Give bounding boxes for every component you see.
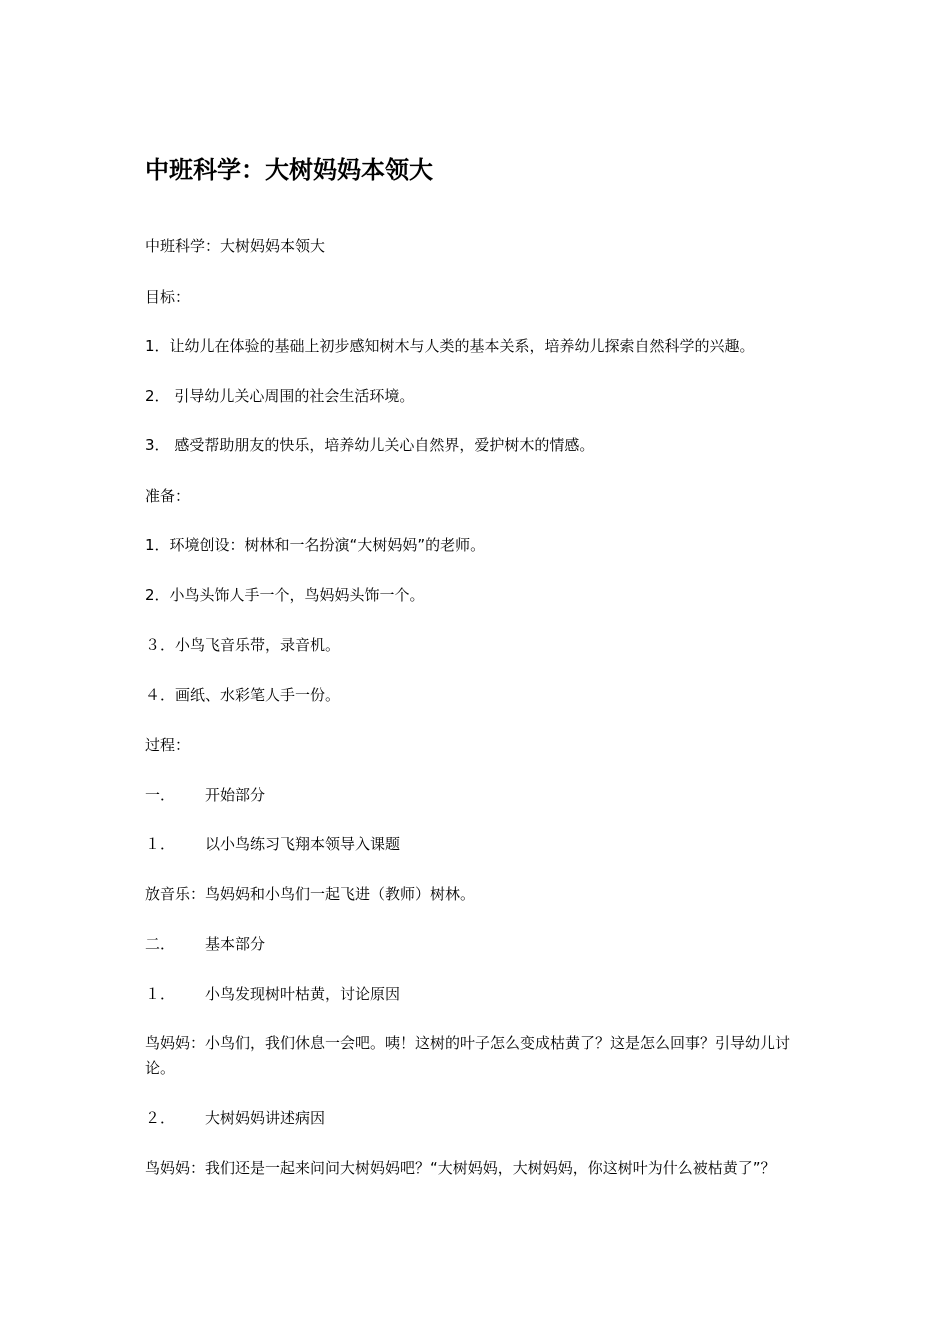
section-title: 开始部分 (205, 786, 266, 804)
section-number: 二． (145, 935, 176, 953)
process-heading: 过程： (145, 736, 191, 754)
section-number: 一． (145, 786, 176, 804)
page-title: 中班科学：大树妈妈本领大 (145, 156, 433, 184)
prep-item-number: 1． (145, 536, 170, 554)
goal-item-2 (145, 384, 414, 409)
goal-item-text: 让幼儿在体验的基础上初步感知树木与人类的基本关系，培养幼儿探索自然科学的兴趣。 (169, 337, 755, 355)
step-title: 小鸟发现树叶枯黄，讨论原因 (205, 985, 401, 1003)
prep-item-1 (145, 533, 485, 558)
step-1-1 (145, 832, 400, 857)
goal-item-text: 引导幼儿关心周围的社会生活环境。 (169, 387, 415, 405)
paragraph-2: 鸟妈妈：小鸟们，我们休息一会吧。咦！这树的叶子怎么变成枯黄了？这是怎么回事？引导幼儿讨论。 (145, 1034, 791, 1077)
prep-item-3 (145, 633, 340, 658)
prep-item-number: 2． (145, 586, 170, 604)
prep-item-text: 环境创设：树林和一名扮演“大树妈妈”的老师。 (169, 536, 486, 554)
section-title: 基本部分 (205, 935, 266, 953)
section-part-1 (145, 783, 265, 808)
step-number: １． (145, 985, 176, 1003)
section-part-2 (145, 932, 265, 957)
paragraph-3: 鸟妈妈：我们还是一起来问问大树妈妈吧？“大树妈妈，大树妈妈，你这树叶为什么被枯黄了”？ (145, 1159, 776, 1177)
step-title: 以小鸟练习飞翔本领导入课题 (205, 835, 401, 853)
prep-heading: 准备： (145, 487, 191, 505)
step-2-2 (145, 1106, 325, 1131)
prep-item-number: ３． (145, 636, 176, 654)
prep-item-text: 小鸟飞音乐带，录音机。 (175, 636, 341, 654)
prep-item-text: 小鸟头饰人手一个，鸟妈妈头饰一个。 (169, 586, 425, 604)
prep-item-text: 画纸、水彩笔人手一份。 (175, 686, 341, 704)
step-number: １． (145, 835, 176, 853)
goal-item-1 (145, 334, 755, 359)
step-2-1 (145, 982, 400, 1007)
subtitle: 中班科学：大树妈妈本领大 (145, 237, 326, 255)
prep-item-4 (145, 683, 340, 708)
goal-item-3 (145, 433, 594, 458)
goal-item-number: 1． (145, 337, 170, 355)
goal-item-text: 感受帮助朋友的快乐，培养幼儿关心自然界，爱护树木的情感。 (169, 436, 595, 454)
step-title: 大树妈妈讲述病因 (205, 1109, 326, 1127)
step-number: ２． (145, 1109, 176, 1127)
goal-item-number: 3． (145, 436, 170, 454)
prep-item-2 (145, 583, 425, 608)
goal-item-number: 2． (145, 387, 170, 405)
paragraph-1: 放音乐：鸟妈妈和小鸟们一起飞进（教师）树林。 (145, 885, 476, 903)
prep-item-number: ４． (145, 686, 176, 704)
goals-heading: 目标： (145, 288, 191, 306)
